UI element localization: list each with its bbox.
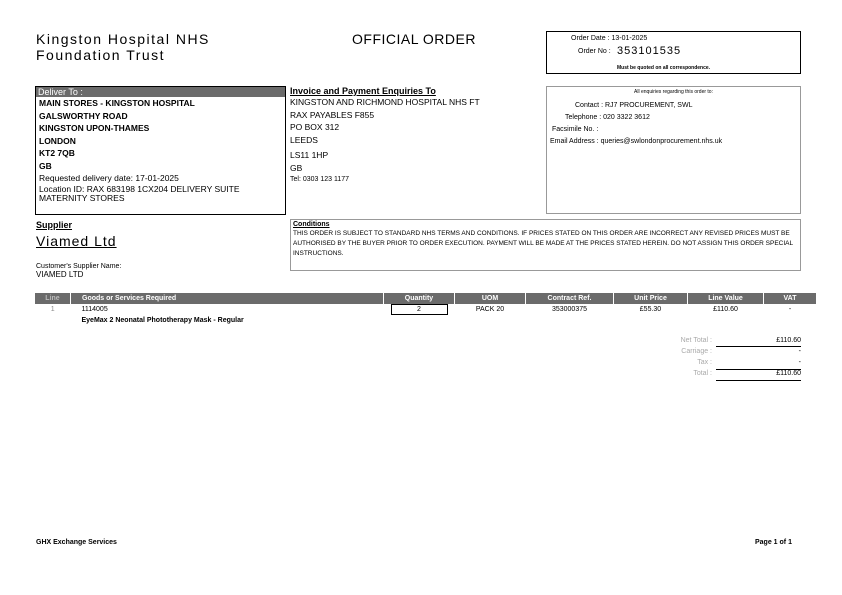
invoice-country: GB — [290, 162, 303, 173]
net-total-value: £110.60 — [776, 337, 801, 344]
location-id: Location ID: RAX 683198 1CX204 DELIVERY SUITE — [39, 183, 240, 194]
deliver-address-line: KINGSTON UPON-THAMES — [39, 123, 150, 133]
footer-provider: GHX Exchange Services — [36, 539, 117, 546]
order-date: Order Date : 13-01-2025 — [571, 35, 648, 42]
trust-name-line1: Kingston Hospital NHS — [36, 31, 210, 47]
invoice-address-line: PO BOX 312 — [290, 122, 340, 132]
col-header-unit-price: Unit Price — [614, 293, 688, 304]
deliver-to-box — [35, 86, 286, 215]
contact-telephone: Telephone : 020 3322 3612 — [565, 114, 650, 121]
col-header-goods: Goods or Services Required — [71, 293, 384, 304]
order-number: 353101535 — [617, 45, 682, 57]
tax-label: Tax : — [697, 359, 712, 366]
net-total-label: Net Total : — [680, 337, 712, 344]
deliver-postcode: KT2 7QB — [39, 148, 75, 158]
invoice-address-line: KINGSTON AND RICHMOND HOSPITAL NHS FT — [290, 97, 480, 107]
total-value: £110.60 — [776, 370, 801, 377]
location-id-cont: MATERNITY STORES — [39, 192, 125, 203]
customer-supplier-name: VIAMED LTD — [36, 270, 84, 279]
line-number: 1 — [50, 306, 55, 313]
carriage-label: Carriage : — [681, 348, 712, 355]
deliver-address-line: GALSWORTHY ROAD — [39, 110, 128, 121]
enquiries-contact-box — [546, 86, 801, 214]
requested-delivery-date: Requested delivery date: 17-01-2025 — [39, 173, 179, 183]
document-title: OFFICIAL ORDER — [352, 31, 476, 47]
table-header-row — [35, 293, 817, 304]
invoice-enquiries-box — [290, 86, 546, 214]
col-header-line-value: Line Value — [688, 293, 764, 304]
col-header-line: Line — [35, 293, 71, 304]
invoice-address-line: RAX PAYABLES F855 — [290, 109, 375, 120]
deliver-address-line: LONDON — [39, 135, 76, 146]
order-no-label: Order No : — [578, 48, 611, 55]
order-lines-table — [35, 293, 817, 326]
conditions-text: THIS ORDER IS SUBJECT TO STANDARD NHS TERMS AND CONDITIONS. IF PRICES STATED ON THIS ORDER ARE INCORRECT ANY REVISED PRICES MUST BE AUTHORISED BY THE BUYER PRIOR TO ORDER EXECUTION. PAYMENT WILL BE MADE AT THE PRICES STATED HEREIN. DO NOT ASSIGN THIS ORDER SPECIAL INSTRUCTIONS. — [293, 230, 793, 257]
table-row-description — [35, 315, 817, 326]
col-header-uom: UOM — [455, 293, 526, 304]
col-header-quantity: Quantity — [384, 293, 455, 304]
deliver-address-line: MAIN STORES - KINGSTON HOSPITAL — [39, 98, 195, 108]
total-bottom-rule — [716, 380, 801, 381]
tax-value: - — [798, 359, 801, 366]
trust-name — [36, 31, 210, 63]
item-code: 1114005 — [81, 306, 108, 313]
carriage-value: - — [798, 348, 801, 355]
contacts-heading: All enquiries regarding this order to: — [634, 89, 713, 95]
order-info-box — [546, 31, 801, 74]
conditions-box — [290, 219, 801, 271]
trust-name-line2: Foundation Trust — [36, 47, 166, 63]
quantity-value: 2 — [391, 304, 448, 315]
deliver-to-heading: Deliver To : — [36, 87, 285, 97]
invoice-postcode: LS11 1HP — [290, 150, 329, 160]
page-number: Page 1 of 1 — [755, 539, 792, 546]
contact-facsimile: Facsimile No. : — [552, 126, 599, 133]
item-description: EyeMax 2 Neonatal Phototherapy Mask - Regular — [81, 317, 244, 324]
invoice-telephone: Tel: 0303 123 1177 — [290, 176, 350, 183]
deliver-country: GB — [39, 160, 52, 171]
contract-ref-value: 353000375 — [551, 306, 588, 313]
supplier-name: Viamed Ltd — [36, 233, 117, 249]
uom-value: PACK 20 — [475, 306, 505, 313]
contact-name: Contact : RJ7 PROCUREMENT, SWL — [575, 102, 693, 109]
vat-value: - — [788, 306, 792, 313]
col-header-vat: VAT — [764, 293, 817, 304]
supplier-label: Supplier — [36, 220, 73, 230]
invoice-heading: Invoice and Payment Enquiries To — [290, 86, 436, 96]
net-total-rule — [716, 346, 801, 347]
customer-supplier-label: Customer's Supplier Name: — [36, 263, 122, 270]
conditions-heading: Conditions — [293, 221, 330, 228]
contact-email: Email Address : queries@swlondonprocurement.nhs.uk — [550, 138, 723, 145]
unit-price-value: £55.30 — [639, 306, 662, 313]
invoice-address-line: LEEDS — [290, 134, 318, 145]
table-row — [35, 304, 817, 315]
line-value: £110.60 — [713, 306, 738, 313]
quote-note: Must be quoted on all correspondence. — [617, 65, 711, 71]
total-label: Total : — [693, 370, 712, 377]
col-header-contract-ref: Contract Ref. — [526, 293, 614, 304]
